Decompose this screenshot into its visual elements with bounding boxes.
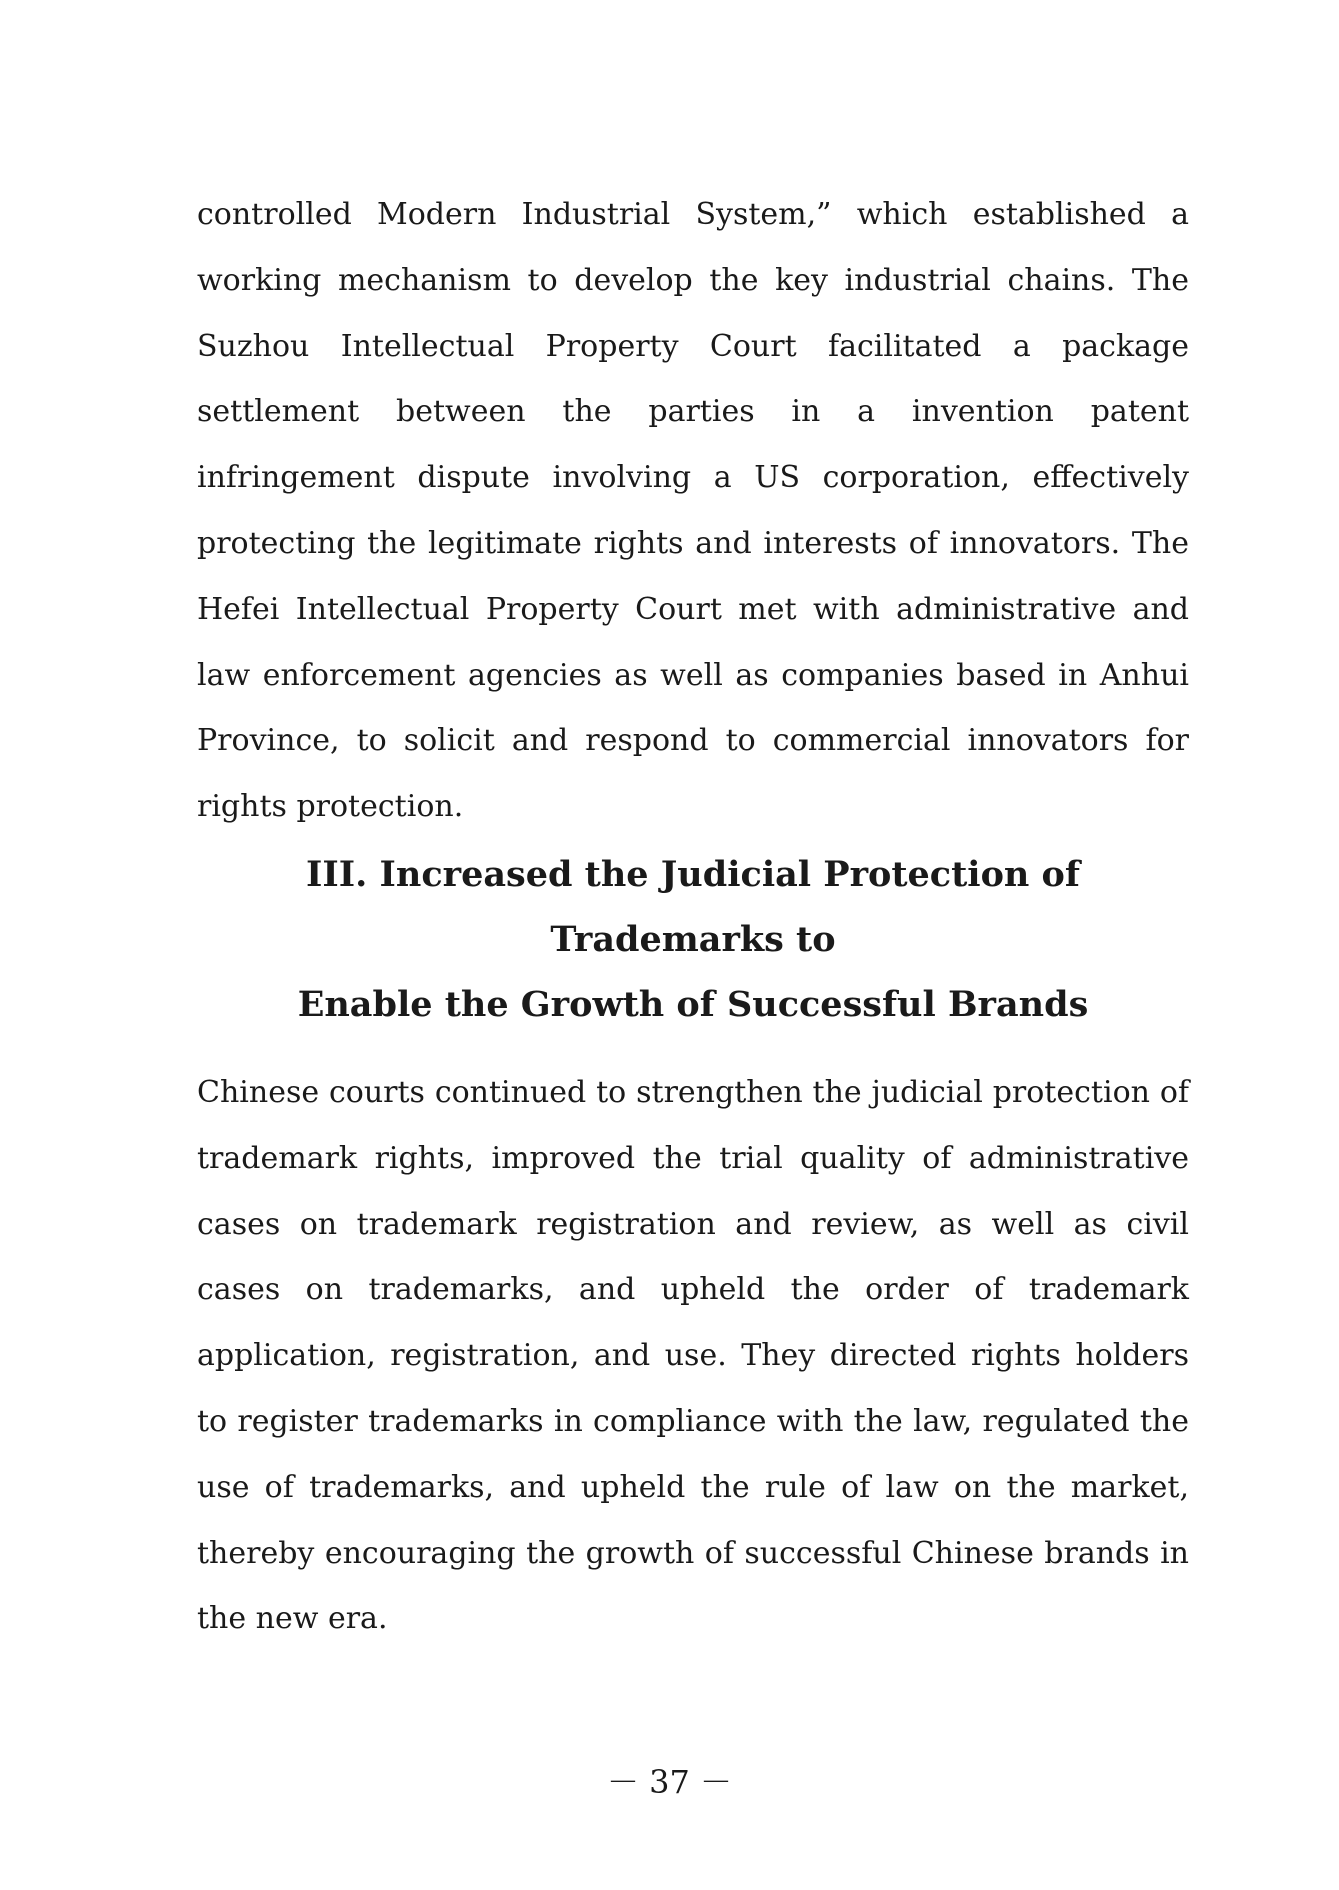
section-heading-line-2: Enable the Growth of Successful Brands [297,984,1089,1025]
page-number: － 37 － [606,1763,733,1801]
body-paragraph-1: controlled Modern Industrial System,” which established a working mechanism to develop the key industrial chains. The Suzhou Intellectual Property Court facilitated a package settlement between the parties in a invention patent infringement dispute involving a US corporation, effectively protecting the legitimate rights and interests of innovators. The Hefei Intellectual Property Court met with administrative and law enforcement agencies as well as companies based in Anhui Province, to solicit and respond to commercial innovators for rights protection. [197,197,1189,825]
body-paragraph-2: Chinese courts continued to strengthen the judicial protection of trademark rights, improved the trial quality of administrative cases on trademark registration and review, as well as civil cases on trademarks, and upheld the order of trademark application, registration, and use. They directed rights holders to register trademarks in compliance with the law, regulated the use of trademarks, and upheld the rule of law on the market, thereby encouraging the growth of successful Chinese brands in the new era. [197,1075,1189,1637]
section-heading-line-1: III. Increased the Judicial Protection of Trademarks to [306,854,1080,960]
section-heading [197,842,1189,1037]
